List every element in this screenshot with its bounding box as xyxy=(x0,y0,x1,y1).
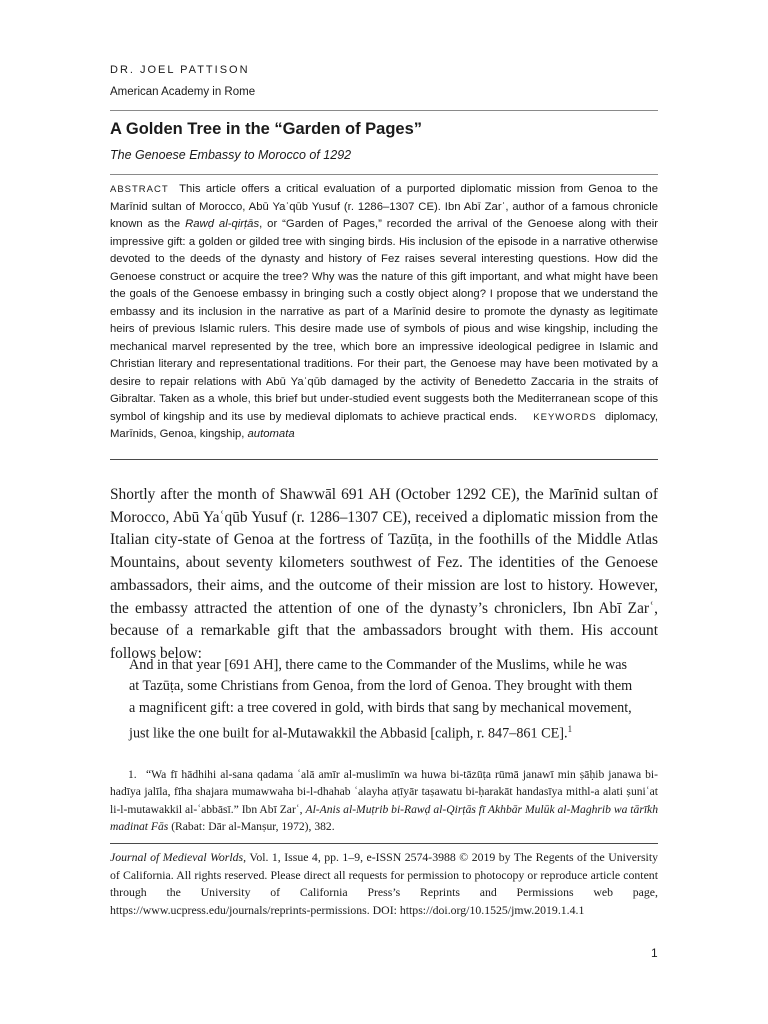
footnote-text-italic: Al-Anis al-Muṭrib bi-Rawḍ al-Qirṭās fī Akhbār Mulūk al-Maghrib wa tārīkh madinat Fās xyxy=(110,802,658,834)
journal-details: , Vol. 1, Issue 4, pp. 1–9, e-ISSN 2574-3988 © 2019 by The Regents of the University of California. All rights reserved. Please direct all requests for permission to photocopy or reproduce article content through the University of California Press’s Reprints and Permissions web page, https://www.ucpress.edu/journals/reprints-permissions. DOI: https://doi.org/10.1525/jmw.2019.1.4.1 xyxy=(110,850,659,917)
footnote xyxy=(110,766,658,836)
body-paragraph: Shortly after the month of Shawwāl 691 AH (October 1292 CE), the Marīnid sultan of Morocco, Abū Yaʿqūb Yusuf (r. 1286–1307 CE), received a diplomatic mission from the Italian city-state of Genoa at the fortress of Tazūṭa, in the foothills of the Middle Atlas Mountains, about seventy kilometers southwest of Fez. The identities of the Genoese ambassadors, their aims, and the outcome of their mission are lost to history. However, the embassy attracted the attention of one of the dynasty’s chroniclers, Ibn Abī Zarʿ, because of a remarkable gift that the ambassadors brought with them. His account follows below: xyxy=(110,486,658,662)
abstract-block xyxy=(110,181,658,444)
keywords-label: KEYWORDS xyxy=(533,411,597,423)
abstract-text-part-1: This article offers a critical evaluation of a purported diplomatic mission from Genoa to the Marīnid sultan of Morocco, Abū Yaʿqūb Yusuf (r. 1286–1307 CE). Ibn Abī Zarʿ, author of a famous chronicle known as the xyxy=(110,183,658,230)
abstract-text-italic: Rawḍ al-qirṭās xyxy=(185,218,260,230)
header-divider xyxy=(110,110,658,111)
abstract-text-part-2: , or “Garden of Pages,” recorded the arrival of the Genoese along with their impressive gift: a golden or gilded tree with singing birds. His inclusion of the episode in a narrative otherwise devoted to the deeds of the dynasty and history of Fez raises several interesting questions. How did the Genoese construct or acquire the tree? Why was the nature of this gift important, and what might have been the goals of the Genoese embassy in bringing such a costly object along? I propose that we understand the embassy and its inclusion in the narrative as part of a Marīnid desire to promote the dynasty as legitimate heirs of previous Islamic rulers. This desire made use of symbols of pious and wise kingship, including the mechanical marvel represented by the tree, which bore an impressive ideological pedigree in Islamic and Christian literary and representational traditions. For their part, the Genoese may have been motivated by a desire to repair relations with Abū Yaʿqūb damaged by the activity of Benedetto Zaccaria in the straits of Gibraltar. Taken as a whole, this brief but under-studied event suggests both the Mediterranean scope of this symbol of kingship and its use by medieval diplomats to achieve practical ends. xyxy=(110,218,658,423)
abstract-divider xyxy=(110,459,658,460)
block-quote-text: And in that year [691 AH], there came to the Commander of the Muslims, while he was at Tazūṭa, some Christians from Genoa, from the lord of Genoa. They brought with them a magnificent gift: a tree covered in gold, with birds that sang by mechanical movement, just like the one built for al-Mutawakkil the Abbasid [caliph, r. 847–861 CE]. xyxy=(129,657,633,742)
footnote-text-part-2: (Rabat: Dār al-Manṣur, 1972), 382. xyxy=(168,820,335,834)
author-name: DR. JOEL PATTISON xyxy=(110,64,250,76)
article-subtitle: The Genoese Embassy to Morocco of 1292 xyxy=(110,148,352,162)
footnote-text-part-1: “Wa fī hādhihi al-sana qadama ʿalā amīr al-muslimīn wa huwa bi-tāzūṭa rūmā janawī min ṣāḥib janawa bi-hadīya jalīla, fīha shajara mumawwaha bi-l-dhahab ʿalayha aṭīyār taṣawatu bi-ḥarakāt handasīya mithl-a alati ṣuniʿat li-l-mutawakkil al-ʿabbāsī.” Ibn Abī Zarʿ, xyxy=(110,768,658,816)
title-divider xyxy=(110,174,658,175)
article-title: A Golden Tree in the “Garden of Pages” xyxy=(110,120,423,138)
keywords-italic: automata xyxy=(247,428,295,440)
abstract-label: ABSTRACT xyxy=(110,184,169,195)
block-quote xyxy=(129,655,639,745)
footnote-number: 1. xyxy=(128,768,137,781)
page-number: 1 xyxy=(651,946,658,960)
keywords-text: diplomacy, Marīnids, Genoa, kingship, xyxy=(110,410,658,440)
footer-divider xyxy=(110,843,658,844)
author-affiliation: American Academy in Rome xyxy=(110,86,256,98)
footnote-marker[interactable]: 1 xyxy=(567,724,573,735)
journal-info xyxy=(110,849,658,919)
journal-name: Journal of Medieval Worlds xyxy=(110,850,244,864)
